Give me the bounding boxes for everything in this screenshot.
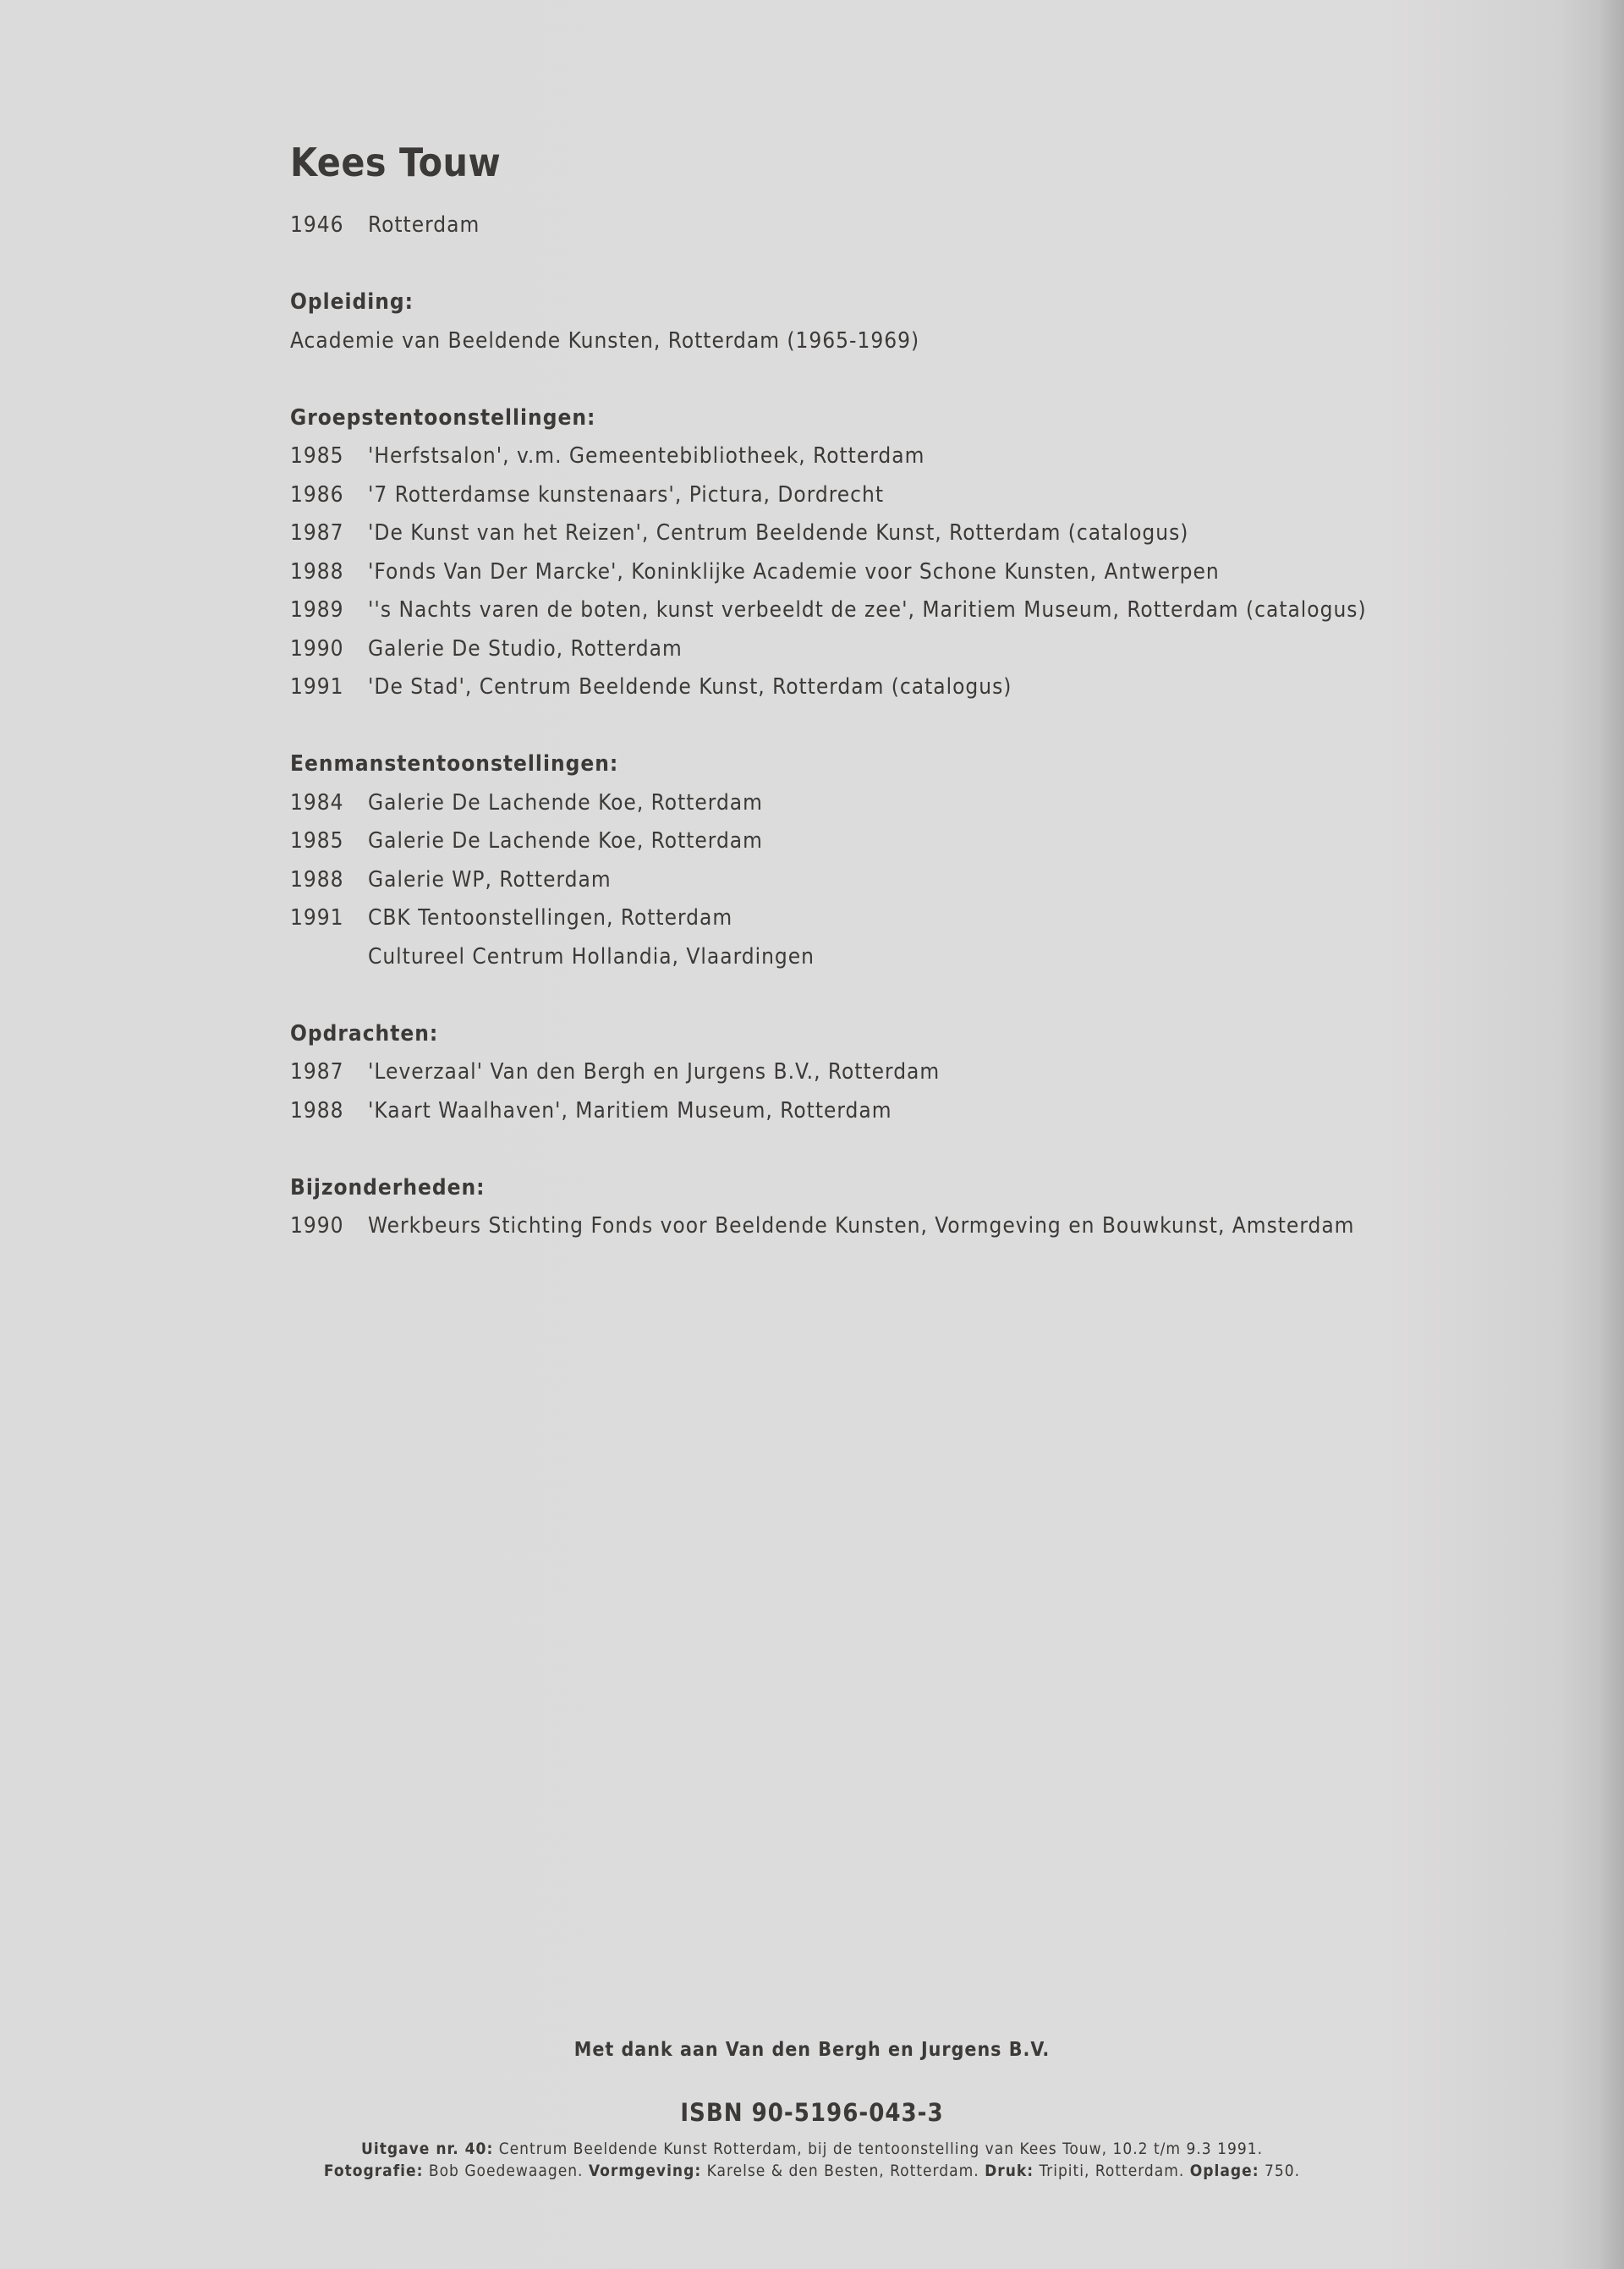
- education-text: Academie van Beeldende Kunsten, Rotterdam (1965-1969): [290, 327, 920, 354]
- year: 1989: [290, 597, 344, 623]
- list-item: [290, 861, 1491, 900]
- entry-text: 'Herfstsalon', v.m. Gemeentebibliotheek, Rotterdam: [368, 443, 925, 469]
- acknowledgement: Met dank aan Van den Bergh en Jurgens B.V.: [573, 2039, 1051, 2061]
- colophon-line-1: [0, 2138, 1624, 2160]
- entry-text: CBK Tentoonstellingen, Rotterdam: [368, 905, 733, 931]
- year: 1990: [290, 635, 344, 662]
- solo-exhibitions-list: [290, 784, 1491, 977]
- entry-text: 'Leverzaal' Van den Bergh en Jurgens B.V., Rotterdam: [368, 1059, 941, 1085]
- solo-exhibitions-heading: Eenmanstentoonstellingen:: [290, 751, 619, 777]
- birth-year: 1946: [290, 212, 344, 238]
- entry-text: Galerie De Studio, Rotterdam: [368, 635, 683, 662]
- list-item: [290, 1053, 1491, 1092]
- edition-label: Uitgave nr. 40:: [360, 2140, 494, 2158]
- print-text: Tripiti, Rotterdam.: [1034, 2162, 1190, 2180]
- year: 1987: [290, 1059, 344, 1085]
- birth-row: [290, 206, 1491, 245]
- birth-place: Rotterdam: [368, 212, 480, 238]
- year: 1991: [290, 905, 344, 931]
- entry-text: Galerie De Lachende Koe, Rotterdam: [368, 828, 763, 854]
- entry-text: Werkbeurs Stichting Fonds voor Beeldende Kunsten, Vormgeving en Bouwkunst, Amsterdam: [368, 1213, 1355, 1239]
- year: [290, 938, 368, 977]
- isbn: ISBN 90-5196-043-3: [680, 2098, 944, 2127]
- year: 1985: [290, 828, 344, 854]
- particulars-list: [290, 1207, 1491, 1246]
- year: 1985: [290, 443, 344, 469]
- group-exhibitions-list: [290, 437, 1491, 707]
- list-item: [290, 553, 1491, 592]
- photo-label: Fotografie:: [323, 2162, 424, 2180]
- edition-size-label: Oplage:: [1189, 2162, 1259, 2180]
- list-item: [290, 784, 1491, 823]
- design-text: Karelse & den Besten, Rotterdam.: [701, 2162, 985, 2180]
- photo-text: Bob Goedewaagen.: [423, 2162, 589, 2180]
- education-heading: Opleiding:: [290, 289, 414, 315]
- particulars-heading: Bijzonderheden:: [290, 1174, 486, 1200]
- entry-text: Cultureel Centrum Hollandia, Vlaardingen: [368, 943, 815, 970]
- design-label: Vormgeving:: [588, 2162, 702, 2180]
- year: 1984: [290, 789, 344, 816]
- list-item: [290, 630, 1491, 669]
- page-edge-shadow: [1599, 0, 1624, 2269]
- list-item: [290, 437, 1491, 476]
- cv-content: [290, 135, 1491, 1246]
- list-item: [290, 938, 1491, 977]
- entry-text: 'Fonds Van Der Marcke', Koninklijke Academie voor Schone Kunsten, Antwerpen: [368, 558, 1220, 585]
- year: 1987: [290, 520, 344, 546]
- edition-text: Centrum Beeldende Kunst Rotterdam, bij de tentoonstelling van Kees Touw, 10.2 t/m 9.3 1991.: [493, 2140, 1264, 2158]
- entry-text: '7 Rotterdamse kunstenaars', Pictura, Dordrecht: [368, 481, 885, 508]
- year: 1988: [290, 1097, 344, 1124]
- list-item: [290, 668, 1491, 707]
- entry-text: 'De Stad', Centrum Beeldende Kunst, Rotterdam (catalogus): [368, 674, 1012, 700]
- artist-name: Kees Touw: [290, 140, 502, 185]
- colophon-line-2: [0, 2160, 1624, 2182]
- list-item: [290, 899, 1491, 938]
- year: 1990: [290, 1213, 344, 1239]
- edition-size-text: 750.: [1259, 2162, 1301, 2180]
- entry-text: Galerie WP, Rotterdam: [368, 866, 612, 893]
- year: 1991: [290, 674, 344, 700]
- list-item: [290, 476, 1491, 515]
- commissions-heading: Opdrachten:: [290, 1020, 439, 1047]
- entry-text: ''s Nachts varen de boten, kunst verbeeldt de zee', Maritiem Museum, Rotterdam (catalogus): [368, 597, 1367, 623]
- entry-text: 'De Kunst van het Reizen', Centrum Beeldende Kunst, Rotterdam (catalogus): [368, 520, 1189, 546]
- list-item: [290, 591, 1491, 630]
- entry-text: Galerie De Lachende Koe, Rotterdam: [368, 789, 763, 816]
- year: 1988: [290, 558, 344, 585]
- year: 1988: [290, 866, 344, 893]
- entry-text: 'Kaart Waalhaven', Maritiem Museum, Rotterdam: [368, 1097, 892, 1124]
- list-item: [290, 1207, 1491, 1246]
- commissions-list: [290, 1053, 1491, 1130]
- group-exhibitions-heading: Groepstentoonstellingen:: [290, 404, 596, 431]
- year: 1986: [290, 481, 344, 508]
- list-item: [290, 1092, 1491, 1131]
- list-item: [290, 822, 1491, 861]
- print-label: Druk:: [985, 2162, 1034, 2180]
- list-item: [290, 514, 1491, 553]
